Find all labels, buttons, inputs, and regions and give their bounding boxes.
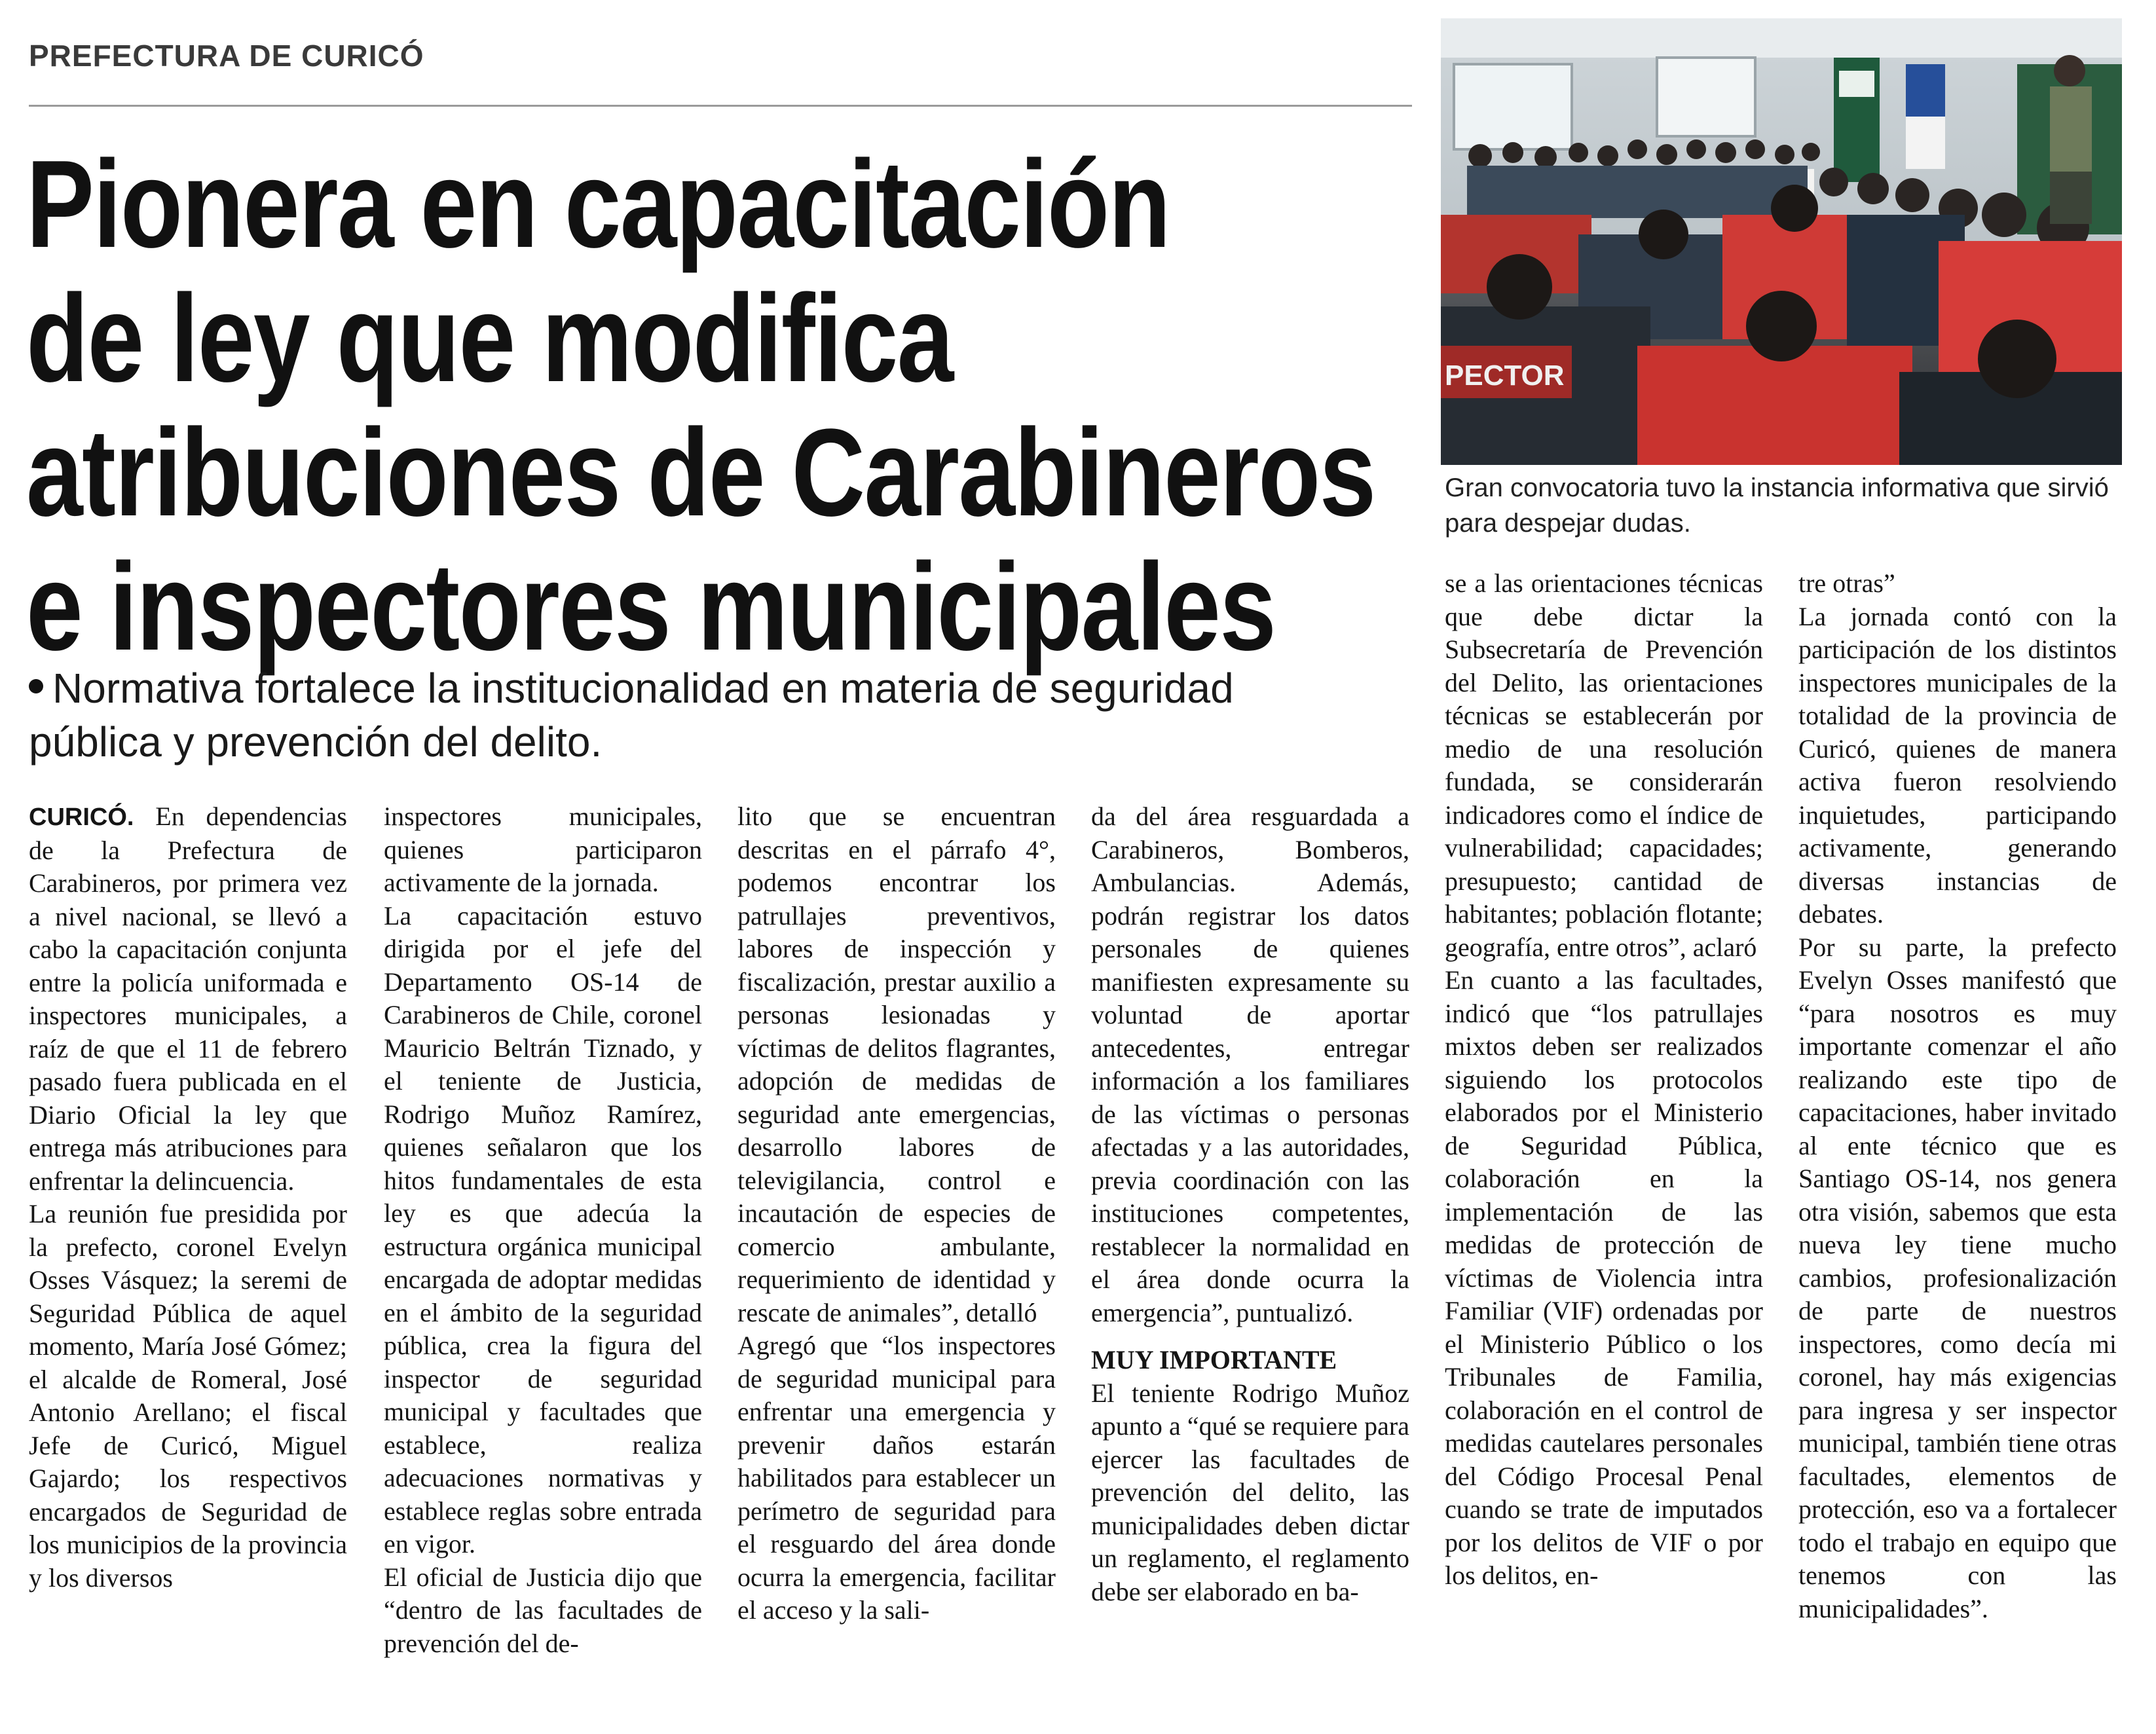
- headline: [26, 135, 1375, 676]
- section-label: PREFECTURA DE CURICÓ: [29, 39, 424, 73]
- article-column-4: [1091, 800, 1409, 1608]
- col5-paragraph-1: se a las orientaciones técnicas que debe dictar la Subsecretaría de Prevención del Delito, las orientaciones técnicas se establecerán por medio de una resolución fundada, se considerarán indicadores como el índice de vulnerabilidad; capacidades; presupuesto; cantidad de habitantes; población flotante; geografía, entre otros”, aclaró: [1445, 568, 1763, 962]
- col6-paragraph-1: tre otras”: [1798, 568, 1895, 598]
- meeting-photo-illustration: [1441, 18, 2122, 465]
- subtitle-text: Normativa fortalece la institucionalidad en materia de seguridad pública y prevención del delito.: [29, 665, 1234, 766]
- col1-p1-text: En dependencias de la Prefectura de Carabineros, por primera vez a nivel nacional, se llevó a cabo la capacitación conjunta entre la policía uniformada e inspectores municipales, a raíz de que el 11 de febrero pasado fuera publicada en el Diario Oficial la ley que entrega más atribuciones para enfrentar la delincuencia.: [29, 802, 347, 1196]
- window-mid: [1657, 58, 1755, 136]
- article-column-3: [737, 800, 1056, 1627]
- ceiling: [1441, 18, 2122, 58]
- article-column-1: [29, 800, 347, 1595]
- col2-paragraph-1: inspectores municipales, quienes participaron activamente de la jornada.: [384, 802, 702, 897]
- col1-paragraph-1: [29, 800, 347, 1198]
- window-left: [1454, 64, 1572, 149]
- subheading: MUY IMPORTANTE: [1091, 1345, 1337, 1374]
- col3-paragraph-2: Agregó que “los inspectores de seguridad municipal para enfrentar una emergencia y prevenir daños estarán habilitados para establecer un perímetro de seguridad para el resguardo del área donde ocurra la emergencia, facilitar el acceso y la sali-: [737, 1331, 1056, 1625]
- headline-line-2: de ley que modifica: [26, 269, 953, 408]
- col6-paragraph-3: Por su parte, la prefecto Evelyn Osses manifestó que “para nosotros es muy importante comenzar el año realizando este tipo de capacitaciones, haber invitado al ente técnico que es Santiago OS-14, nos genera otra visión, sabemos que esta nueva ley tiene mucho cambios, profesionalización de parte de nuestros inspectores, como decía mi coronel, hay más exigencias para ingresa y ser inspector municipal, también tiene otras facultades, elementos de protección, eso va a fortalecer todo el trabajo en equipo que tenemos con las municipalidades”.: [1798, 932, 2117, 1623]
- bullet-icon: [29, 679, 43, 693]
- banner-stripe: [1839, 71, 1874, 97]
- headline-line-3: atribuciones de Carabineros: [26, 403, 1375, 542]
- subtitle: [29, 661, 1371, 769]
- col1-paragraph-2: La reunión fue presidida por la prefecto, coronel Evelyn Osses Vásquez; la seremi de Seguridad Pública de aquel momento, María José Gómez; el alcalde de Romeral, José Antonio Arellano; el fiscal Jefe de Curicó, Miguel Gajardo; los respectivos encargados de Seguridad de los municipios de la provincia y los diversos: [29, 1199, 347, 1593]
- col3-paragraph-1: lito que se encuentran descritas en el párrafo 4°, podemos encontrar los patrullajes preventivos, labores de inspección y fiscalización, prestar auxilio a personas lesionadas y víctimas de delitos flagrantes, adopción de medidas de seguridad ante emergencias, desarrollo labores de televigilancia, control e incautación de especies de comercio ambulante, requerimiento de identidad y rescate de animales”, detalló: [737, 802, 1056, 1327]
- col4-paragraph-1: da del área resguardada a Carabineros, Bomberos, Ambulancias. Además, podrán registrar los datos personales de quienes manifiesten expresamente su voluntad de aportar antecedentes, entregar información a los familiares de las víctimas o personas afectadas y a las autoridades, previa coordinación con las instituciones competentes, restablecer la normalidad en el área donde ocurra la emergencia”, puntualizó.: [1091, 802, 1409, 1327]
- flag-white: [1906, 117, 1945, 169]
- headline-line-4: e inspectores municipales: [26, 538, 1276, 676]
- article-photo: [1441, 18, 2122, 465]
- article-column-6: [1798, 567, 2117, 1625]
- article-column-2: [384, 800, 702, 1660]
- section-rule: [29, 105, 1412, 107]
- col5-paragraph-2: En cuanto a las facultades, indicó que “los patrullajes mixtos deben ser realizados siguiendo los protocolos elaborados por el Ministerio de Seguridad Pública, colaboración en la implementación de las medidas de protección de víctimas de Violencia intra Familiar (VIF) ordenadas por el Ministerio Público o los Tribunales de Familia, colaboración en el control de medidas cautelares personales del Código Procesal Penal cuando se trate de imputados por los delitos de VIF o por los delitos, en-: [1445, 965, 1763, 1590]
- dateline: CURICÓ.: [29, 803, 134, 831]
- col6-paragraph-2: La jornada contó con la participación de los distintos inspectores municipales de la totalidad de la provincia de Curicó, quienes de manera activa fueron resolviendo inquietudes, participando activamente, generando diversas instancias de debates.: [1798, 601, 2117, 929]
- col2-paragraph-2: La capacitación estuvo dirigida por el jefe del Departamento OS-14 de Carabineros de Chile, coronel Mauricio Beltrán Tiznado, y el teniente de Justicia, Rodrigo Muñoz Ramírez, quienes señalaron que los hitos fundamentales de esta ley es que adecúa la estructura orgánica municipal encargada de adoptar medidas en el ámbito de la seguridad pública, crea la figura del inspector de seguridad municipal y facultades que establece, realiza adecuaciones normativas y establece reglas sobre entrada en vigor.: [384, 900, 702, 1559]
- article-column-5: [1445, 567, 1763, 1593]
- col4-paragraph-2: El teniente Rodrigo Muñoz apunto a “qué se requiere para ejercer las facultades de prevención del delito, las municipalidades deben dictar un reglamento, el reglamento debe ser elaborado en ba-: [1091, 1378, 1409, 1606]
- col2-paragraph-3: El oficial de Justicia dijo que “dentro de las facultades de prevención del de-: [384, 1562, 702, 1658]
- vest-text: PECTOR: [1445, 360, 1565, 392]
- photo-caption: Gran convocatoria tuvo la instancia informativa que sirvió para despejar dudas.: [1445, 473, 2109, 538]
- headline-line-1: Pionera en capacitación: [26, 135, 1170, 274]
